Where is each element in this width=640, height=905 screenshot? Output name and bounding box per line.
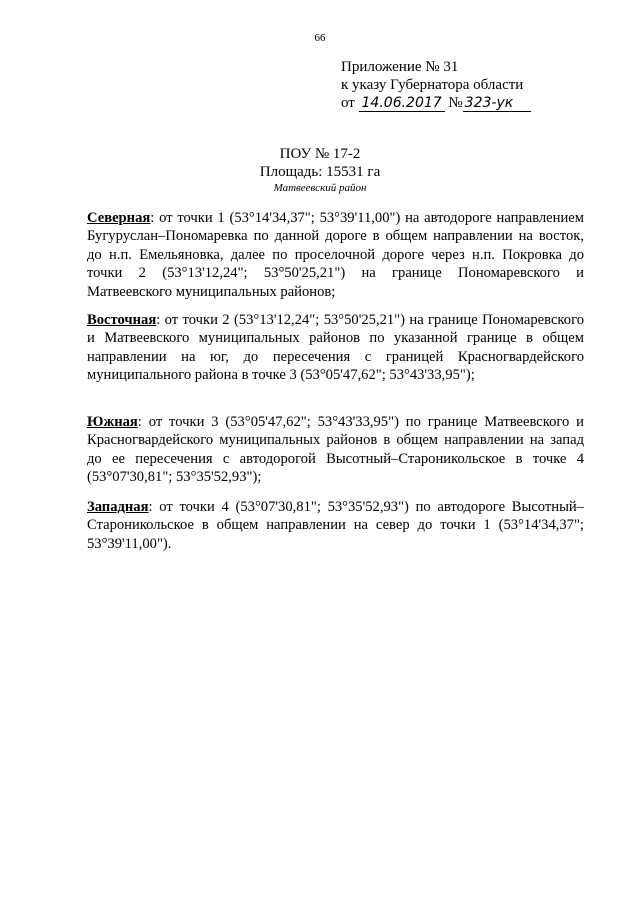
- section-north: [87, 209, 584, 301]
- section-east-text: : от точки 2 (53°13'12,24"; 53°50'25,21") на границе Пономаревского и Матвеевского муниципальных районов по указанной границе в общем направлении на юг, до пересечения с границей Красногвардейского муниципального района в точке 3 (53°05'47,62"; 53°43'33,95");: [87, 312, 584, 384]
- appendix-block: [341, 58, 531, 112]
- section-west-label: Западная: [87, 499, 149, 515]
- handwritten-date: 14.06.2017: [359, 96, 445, 112]
- section-south-label: Южная: [87, 414, 138, 430]
- district-line: Матвеевский район: [273, 182, 367, 194]
- section-north-text: : от точки 1 (53°14'34,37"; 53°39'11,00") на автодороге направлением Бугуруслан–Пономаревка по данной дороге в общем направлении на восток, до н.п. Емельяновка, далее по проселочной дороге через н.п. Покровка до точки 2 (53°13'12,24"; 53°50'25,21") на границе Пономаревского и Матвеевского муниципальных районов;: [87, 210, 584, 300]
- page-number: 66: [314, 32, 326, 44]
- appendix-title: Приложение № 31: [341, 59, 459, 75]
- document-title: ПОУ № 17-2: [279, 146, 361, 162]
- section-south-text: : от точки 3 (53°05'47,62"; 53°43'33,95") по границе Матвеевского и Красногвардейского муниципальных районов в общем направлении на запад до ее пересечения с автодорогой Высотный–Староникольское в точке 4 (53°07'30,81"; 53°35'52,93");: [87, 414, 584, 486]
- appendix-decree: к указу Губернатора области: [341, 77, 524, 93]
- appendix-date-line: [341, 94, 531, 112]
- section-north-label: Северная: [87, 210, 151, 226]
- number-label: №: [448, 95, 463, 111]
- section-west: [87, 498, 584, 553]
- handwritten-number: 323-ук: [463, 96, 531, 112]
- section-south: [87, 413, 584, 487]
- area-line: Площадь: 15531 га: [259, 164, 381, 180]
- section-west-text: : от точки 4 (53°07'30,81"; 53°35'52,93") по автодороге Высотный–Староникольское в общем направлении на север до точки 1 (53°14'34,37"; 53°39'11,00").: [87, 499, 584, 552]
- from-label: от: [341, 95, 355, 111]
- section-east-label: Восточная: [87, 312, 157, 328]
- section-east: [87, 311, 584, 385]
